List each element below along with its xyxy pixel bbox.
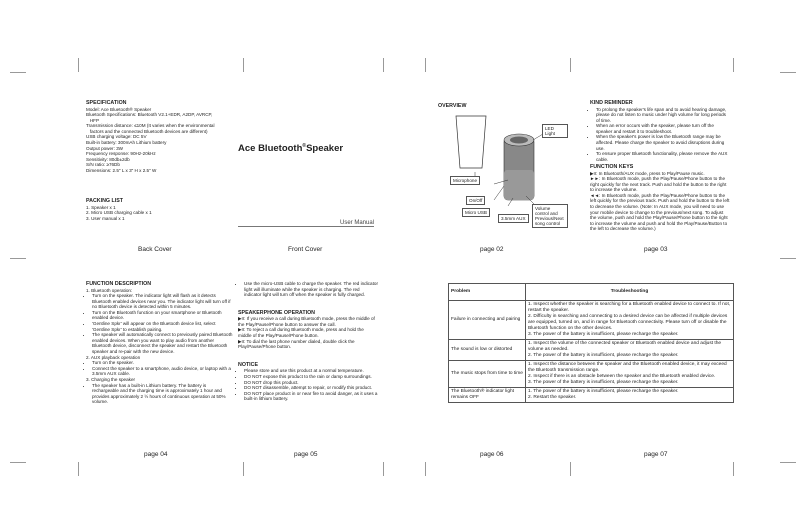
spec-lines [86,107,236,174]
spec-line: Transmission distance: ≤10M (It varies when the environmental [86,123,215,129]
fix-line: 2. Inspect if there is an obstacle between the speaker and the Bluetooth enabled device. [528,374,716,379]
packing-line: 2. Micro USB charging cable x 1 [86,210,152,216]
kind-item: • When an error occurs with the speaker, please turn off the speaker and restart it to troubleshoot. [596,123,730,134]
spec-line: Frequency response: 90Hz-20kHz [86,151,156,157]
fix-line: 1. Inspect the volume of the connected speaker or Bluetooth enabled device and adjust the volume as needed. [528,341,722,352]
page-label-06: page 06 [480,451,504,458]
func-item: • Turn on the Bluetooth function on your smartphone or Bluetooth enabled device. [92,310,234,321]
page-label-05: page 05 [294,451,318,458]
fix-cell [526,301,734,340]
label-on-off: On/Off [466,196,485,205]
notice-item: • Please store and use this product at a normal temperature. [244,368,378,374]
kind-item: • To prolong the speaker's life span and to avoid hearing damage, please do not listen to music under high volume for long periods of time. [596,107,730,124]
fix-line: 1. The power of the battery is insufficient, please recharge the speaker. [528,389,679,394]
label-micro-usb: Micro USB [462,208,490,217]
speakerphone-line: ▶II: To dial the last phone number dialed, double click the Play/Pause/Phone button. [238,338,356,350]
page-label-back-cover: Back Cover [138,246,172,253]
function-key-line: ◄◄: In Bluetooth mode, push the Play/Pause/Phone button to the left quickly for the previous track. Push and hold the button to the left to decrease the volume. (Note: In AUX mode, you will need to use your mobile device to change to the previous/next song. To adjust the volume, push and hold the Play/Pause/Phone button to the right to increase the volume and push and hold the Play/Pause/Button to the left to decrease the volume.) [590,192,731,232]
table-row [449,301,734,340]
fix-line: 1. Inspect whether the speaker is searching for a Bluetooth enabled device to connect to. If not, restart the speaker. [528,302,731,313]
fix-line: 2. The power of the battery is insufficient, please recharge the speaker. [528,353,679,358]
func-item: • The speaker has a built-in Lithium battery. The battery is rechargeable and the charging time is approximately 1 hour and provides approximately 2 ½ hours of continuous operation at 50% volume. [92,383,234,405]
notice-item: • DO NOT expose this product to the rain or damp surroundings. [244,374,378,380]
speakerphone-line: ▶II: If you receive a call during Bluetooth mode, press the middle of the Play/Pause/Phone button to answer the call. [238,316,377,327]
problem-cell: Failure in connecting and pairing [449,301,526,340]
func-s2: 2. AUX playback operation [86,354,141,360]
cover-rule [238,226,374,227]
kind-reminder-section [590,100,730,162]
table-row [449,388,734,403]
func-s3-items [86,383,234,405]
notice-items [238,368,378,402]
packing-list-section [86,198,236,221]
kind-item: • When the speaker's power is low the Bluetooth range may be affected. Please charge the speaker to avoid disruptions during use. [596,134,730,151]
packing-line: 1. Speaker x 1 [86,204,116,210]
speakerphone-lines [238,316,378,350]
notice-item: • DO NOT place product in or near fire to avoid danger, as it uses a built-in lithium battery. [244,391,378,402]
col-troubleshooting: Troubleshooting [526,284,734,301]
page-label-front-cover: Front Cover [288,246,323,253]
keys-lines [590,171,730,233]
fix-line: 1. Inspect the distance between the speaker and the Bluetooth enabled device, it may exceed the Bluetooth transmission range. [528,362,727,373]
fix-line: 3. The power of the battery is insufficient, please recharge the speaker. [528,332,679,337]
troubleshooting-table [448,283,734,403]
speakerphone-line: ▶II: To reject a call during Bluetooth mode, press and hold the middle of the Play/Pause/Phone button. [238,327,366,339]
packing-lines [86,205,236,222]
label-volume-control: Volume control and Previous/Next song control [532,204,568,228]
cover-title: Ace Bluetooth®Speaker [238,143,344,155]
label-aux: 3.5mm AUX [498,214,529,223]
label-led-light: LED Light [542,124,568,138]
function-key-line: ▶II: In Bluetooth/AUX mode, press to Play/Pause music. [590,170,705,176]
notice-heading: NOTICE [238,361,259,368]
kind-heading: KIND REMINDER [590,100,633,106]
func-item: • 'Gentline Spkr' will appear on the Bluetooth device list, select 'Gentline Spkr' to establish pairing. [92,321,234,332]
specification-section [86,100,236,174]
page-label-03: page 03 [644,246,668,253]
spec-line: Built-in battery: 300mAh Lithium battery [86,140,167,146]
spec-line: HFP [86,117,100,123]
fix-cell [526,340,734,361]
func-s1: 1. Bluetooth operation: [86,287,133,293]
overview-heading: OVERVIEW [438,103,467,109]
keys-heading: FUNCTION KEYS [590,164,634,170]
spec-line: S/N ratio: ≥76Db [86,162,120,168]
func-item: • Turn on the speaker. The indicator light will flash as it detects Bluetooth enabled devices near you. The indicator light will turn off if no Bluetooth device is detected within 5 minutes. [92,293,234,310]
problem-cell: The sound is low or distorted [449,340,526,361]
registered-mark: ® [302,143,307,149]
function-key-line: ►►: In Bluetooth mode, push the Play/Pause/Phone button to the right quickly for the next track. Push and hold the button to the right to increase the volume. [590,176,728,193]
spec-line: Model: Ace Bluetooth® Speaker [86,106,152,112]
page-label-07: page 07 [644,451,668,458]
func-s2-items [86,360,234,377]
spec-heading: SPECIFICATION [86,100,127,106]
kind-item: • To ensure proper Bluetooth functionality, please remove the AUX cable. [596,151,730,162]
func-s1-items [86,293,234,355]
notice-item: • DO NOT disassemble, attempt to repair, or modify this product. [244,385,378,391]
usb-charge-items [238,281,378,298]
usb-charge-item: • Use the micro-USB cable to charge the speaker. The red indicator light will illuminate while the speaker is charging. The red indicator light will turn off when the speaker is fully charged. [244,281,378,298]
troubleshooting-rows [449,301,734,403]
fix-cell [526,388,734,403]
problem-cell: The Bluetooth® indicator light remains OFF [449,388,526,403]
page05-content [238,281,378,402]
fix-line: 3. The power of the battery is insufficient, please recharge the speaker. [528,380,679,385]
fix-line: 2. Difficulty in searching and connecting to a desired device can be affected if multiple devices are equipped, turned on, and in range for Bluetooth connectivity. Please turn off or disable the Bluetooth function on the other devices. [528,314,728,331]
troubleshooting-table-wrap [448,283,734,403]
problem-cell: The music stops from time to time [449,361,526,388]
spec-line: Dimensions: 2.5" L x 3" H x 2.5" W [86,168,157,174]
fix-cell [526,361,734,388]
spec-line: Output power: 3W [86,145,124,151]
page-label-04: page 04 [144,451,168,458]
page-label-02: page 02 [480,246,504,253]
col-problem: Problem [449,284,526,301]
packing-line: 3. User manual x 1 [86,215,125,221]
func-item: • Turn on the speaker. [92,360,234,366]
table-row [449,340,734,361]
table-row [449,361,734,388]
cover-subtitle: User Manual [340,220,375,226]
function-keys-section [590,164,730,232]
speakerphone-heading: SPEAKERPHONE OPERATION [238,309,316,316]
spec-line: factors and the connected Bluetooth devices are different) [86,128,208,134]
spec-line: Sensitivity: 80db±2db [86,156,130,162]
func-s3: 3. Charging the speaker [86,377,136,382]
overview-illustration [438,110,568,230]
func-heading: FUNCTION DESCRIPTION [86,281,152,287]
packing-heading: PACKING LIST [86,198,123,204]
spec-line: Bluetooth Specifications: Bluetooth V2.1+EDR, A2DP, AVRCP, [86,112,213,118]
fix-line: 2. Restart the speaker. [528,395,577,400]
kind-items [590,107,730,163]
func-item: • The speaker will automatically connect to previously paired Bluetooth enabled devices. When you want to play audio from another Bluetooth device, disconnect the speaker and restart the Bluetooth speaker and re-pair with the new device. [92,332,234,354]
label-microphone: Microphone [450,176,480,185]
spec-line: USB charging voltage: DC 5V [86,134,147,140]
func-item: • Connect the speaker to a smartphone, audio device, or laptop with a 3.5mm AUX cable. [92,366,234,377]
notice-item: • DO NOT drop this product. [244,380,378,386]
function-description-section [86,281,234,405]
